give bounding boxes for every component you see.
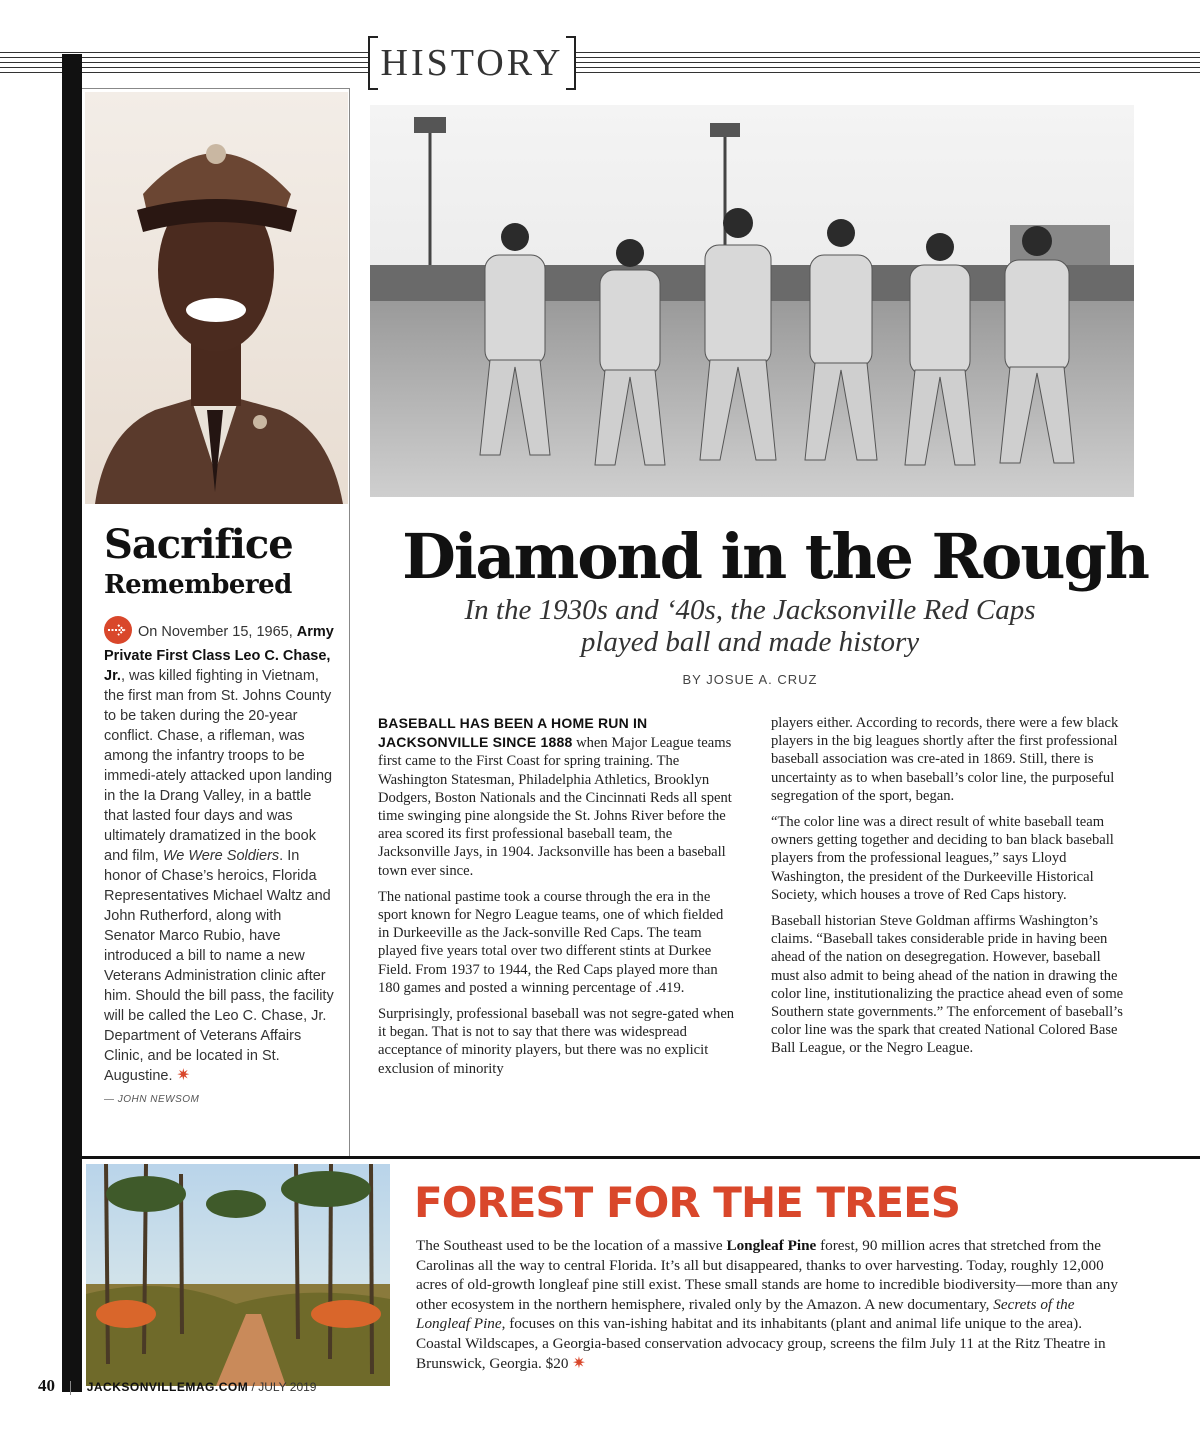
sidebar-body [104, 618, 336, 1110]
page-footer [38, 1376, 316, 1396]
page-edge-rule [62, 54, 82, 1392]
bracket-left [368, 36, 378, 90]
footer-issue: / JULY 2019 [248, 1380, 317, 1394]
article-column-2 [771, 714, 1129, 1066]
footer-site: JACKSONVILLEMAG.COM [86, 1380, 249, 1394]
feature-byline: BY JOSUE A. CRUZ [682, 672, 818, 687]
section-header-text: HISTORY [380, 42, 564, 84]
end-star-icon: ✷ [176, 1067, 190, 1084]
forest-bold: Longleaf Pine [726, 1237, 817, 1254]
sidebar-byline: — JOHN NEWSOM [104, 1094, 200, 1105]
article-p1: when Major League teams first came to the First Coast for spring training. The Washington Statesman, Philadelphia Athletics, Brooklyn Dodgers, Boston Nationals and the Cincinnati Reds all spent time swinging pine alongside the St. Johns River before the area scored its first professional baseball team, the Jacksonville Jays, in 1904. Jacksonville has been a baseball town ever since. [378, 735, 732, 879]
end-star-icon: ✷ [572, 1354, 586, 1372]
article-p6: Baseball historian Steve Goldman affirms Washington’s claims. “Baseball takes considerable pride in having been ahead of the nation on desegregation. However, baseball must also admit to being ahead of the nation in drawing the color line, institutionalizing the practice ahead even of some Southern state governments.” The enforcement of baseball’s color line was the spark that created National Colored Base Ball League, or the Negro League. [771, 913, 1124, 1057]
forest-text-2: forest, 90 million acres that stretched from the Carolinas all the way to central Florida. It’s all but disappeared, thanks to over harvesting. Today, roughly 12,000 acres of old-growth longleaf pine still exist. These small stands are home to incredible biodiversity—more than any other ecosystem in the northern hemisphere, rivaled only by the Amazon. A new documentary, [416, 1237, 1118, 1313]
sidebar-text-2: . In honor of Chase’s heroics, Florida Representatives Michael Waltz and John Rutherford, along with Senator Marco Rubio, have introduced a bill to name a new Veterans Administration clinic after him. Should the bill pass, the facility will be called the Leo C. Chase, Jr. Department of Veterans Affairs Clinic, and be located in St. Augustine. [104, 848, 334, 1084]
article-column-1 [378, 714, 736, 1086]
article-p3: Surprisingly, professional baseball was not segre-gated when it began. That is not to say that there was widespread acceptance of minority players, but there was no explicit exclusion of minority [378, 1006, 735, 1077]
soldier-portrait [85, 92, 348, 504]
sidebar-text-1: , was killed fighting in Vietnam, the first man from St. Johns County to be taken during the 20-year conflict. Chase, a rifleman, was among the infantry troops to be immedi-ately attacked upon landing in the Ia Drang Valley, in a battle that lasted four days and was ultimately dramatized in the book and film, [104, 668, 333, 864]
forest-text-1: The Southeast used to be the location of a massive [416, 1237, 727, 1254]
arrow-right-icon [104, 616, 132, 644]
sidebar-title-line2: Remembered [104, 570, 292, 600]
sidebar-title-line1: Sacrifice [104, 521, 293, 568]
page-number: 40 [38, 1376, 55, 1395]
team-photo [370, 105, 1134, 497]
feature-subtitle-line2: played ball and made history [580, 626, 920, 658]
article-p2: The national pastime took a course through the era in the sport known for Negro League teams, one of which fielded in Durkeeville as the Jack-sonville Red Caps. The team played five years total over two different stints at Durkee Field. From 1937 to 1944, the Red Caps played more than 180 games and posted a winning percentage of .419. [378, 888, 724, 996]
feature-subtitle [370, 594, 1130, 658]
forest-body [416, 1236, 1128, 1373]
forest-divider [82, 1156, 1200, 1159]
feature-title: Diamond in the Rough [402, 520, 1148, 593]
sidebar-intro: On November 15, 1965, [138, 623, 293, 640]
longleaf-pine-forest-photo [86, 1164, 390, 1386]
forest-title: FOREST FOR THE TREES [414, 1178, 961, 1227]
sidebar-title [104, 520, 334, 600]
article-lead: BASEBALL HAS BEEN A HOME RUN IN JACKSONVILLE SINCE 1888 [378, 715, 648, 751]
article-p4: players either. According to records, there were a few black players in the big leagues shortly after the first professional baseball association was cre-ated in 1869. Still, there is uncertainty as to when baseball’s color line, the purposeful segregation of the sport, began. [771, 715, 1119, 804]
feature-subtitle-line1: In the 1930s and ‘40s, the Jacksonville Red Caps [464, 594, 1036, 626]
footer-separator [70, 1381, 71, 1395]
sidebar-rank: Army Private First Class [104, 623, 334, 664]
forest-text-3: , focuses on this van-ishing habitat and its inhabitants (plant and animal life unique to the area). Coastal Wildscapes, a Georgia-based conservation advocacy group, screens the film July 11 at the Ritz Theatre in Brunswick, Georgia. $20 [416, 1315, 1106, 1372]
sidebar-name: Leo C. Chase, Jr. [104, 648, 331, 684]
section-header [368, 34, 576, 92]
forest-doc-title: Secrets of the Longleaf Pine [416, 1295, 1075, 1333]
article-paragraph [378, 714, 736, 880]
sidebar-film-title: We Were Soldiers [162, 848, 280, 864]
article-p5: “The color line was a direct result of white baseball team owners getting together and deciding to ban black baseball players from the professional leagues,” says Lloyd Washington, the president of the Durkeeville Historical Society, which houses a trove of Red Caps history. [771, 814, 1114, 903]
header-rules [0, 52, 1200, 74]
bracket-right [566, 36, 576, 90]
